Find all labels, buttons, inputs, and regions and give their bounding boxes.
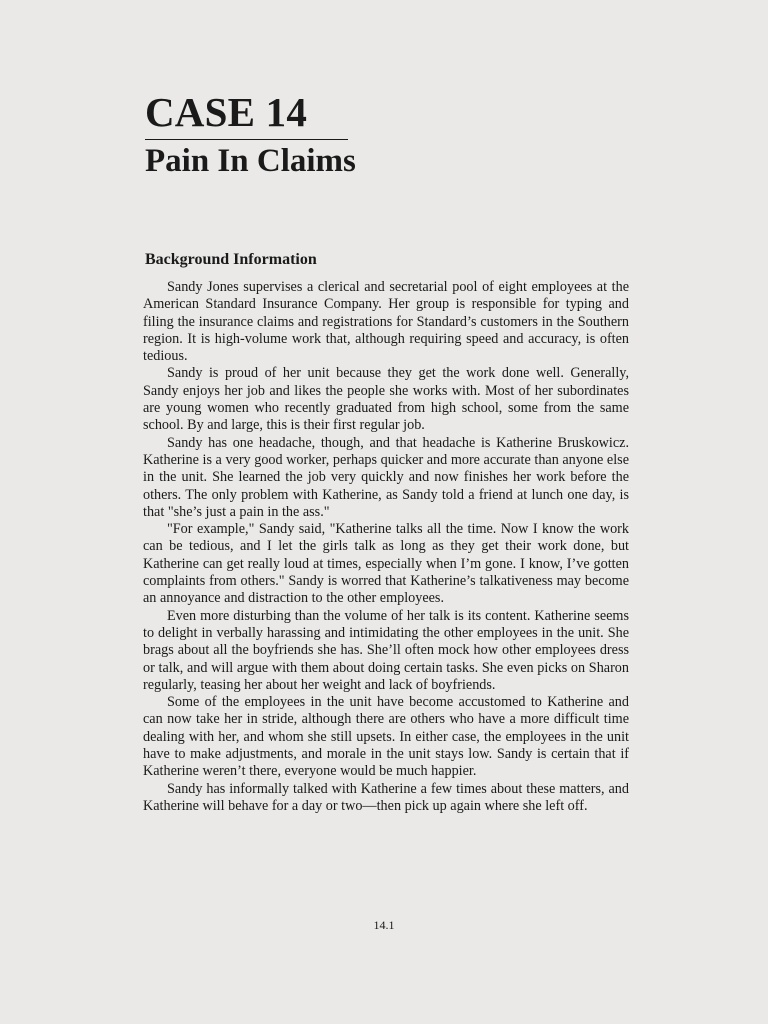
- paragraph: Sandy has one headache, though, and that headache is Katherine Bruskowicz. Katherine is a very good worker, perhaps quicker and more accurate than anyone else in the unit. She learned the job very quickly and now finishes her work before the others. The only problem with Katherine, as Sandy told a friend at lunch one day, is that "she’s just a pain in the ass.": [143, 434, 629, 520]
- body-text: [143, 279, 629, 815]
- paragraph: Some of the employees in the unit have become accustomed to Katherine and can now take her in stride, although there are others who have a more difficult time dealing with her, and whom she still upsets. In either case, the employees in the unit have to make adjustments, and morale in the unit stays low. Sandy is certain that if Katherine weren’t there, everyone would be much happier.: [143, 694, 629, 780]
- title-rule: [145, 139, 348, 140]
- paragraph: "For example," Sandy said, "Katherine talks all the time. Now I know the work can be tedious, and I let the girls talk as long as they get their work done, but Katherine can get really loud at times, especially when I’m gone. I know, I’ve gotten complaints from others." Sandy is worred that Katherine’s talkativeness may become an annoyance and distraction to the other employees.: [143, 521, 629, 607]
- case-title: Pain In Claims: [145, 143, 356, 179]
- case-number: CASE 14: [145, 89, 308, 135]
- paragraph: Sandy has informally talked with Katherine a few times about these matters, and Katherine will behave for a day or two—then pick up again where she left off.: [143, 780, 629, 814]
- paragraph: Sandy is proud of her unit because they get the work done well. Generally, Sandy enjoys her job and likes the people she works with. Most of her subordinates are young women who recently graduated from high school, some from the same school. By and large, this is their first regular job.: [143, 365, 629, 434]
- paragraph: Sandy Jones supervises a clerical and secretarial pool of eight employees at the American Standard Insurance Company. Her group is responsible for typing and filing the insurance claims and registrations for Standard’s customers in the Southern region. It is high-volume work that, although requiring speed and accuracy, is often tedious.: [143, 279, 629, 365]
- page-number: 14.1: [373, 918, 395, 932]
- section-heading: Background Information: [145, 251, 317, 268]
- paragraph: Even more disturbing than the volume of her talk is its content. Katherine seems to delight in verbally harassing and intimidating the other employees in the unit. She brags about all the boyfriends she has. She’ll often mock how other employees dress or talk, and will argue with them about doing certain tasks. She even picks on Sharon regularly, teasing her about her weight and lack of boyfriends.: [143, 607, 629, 693]
